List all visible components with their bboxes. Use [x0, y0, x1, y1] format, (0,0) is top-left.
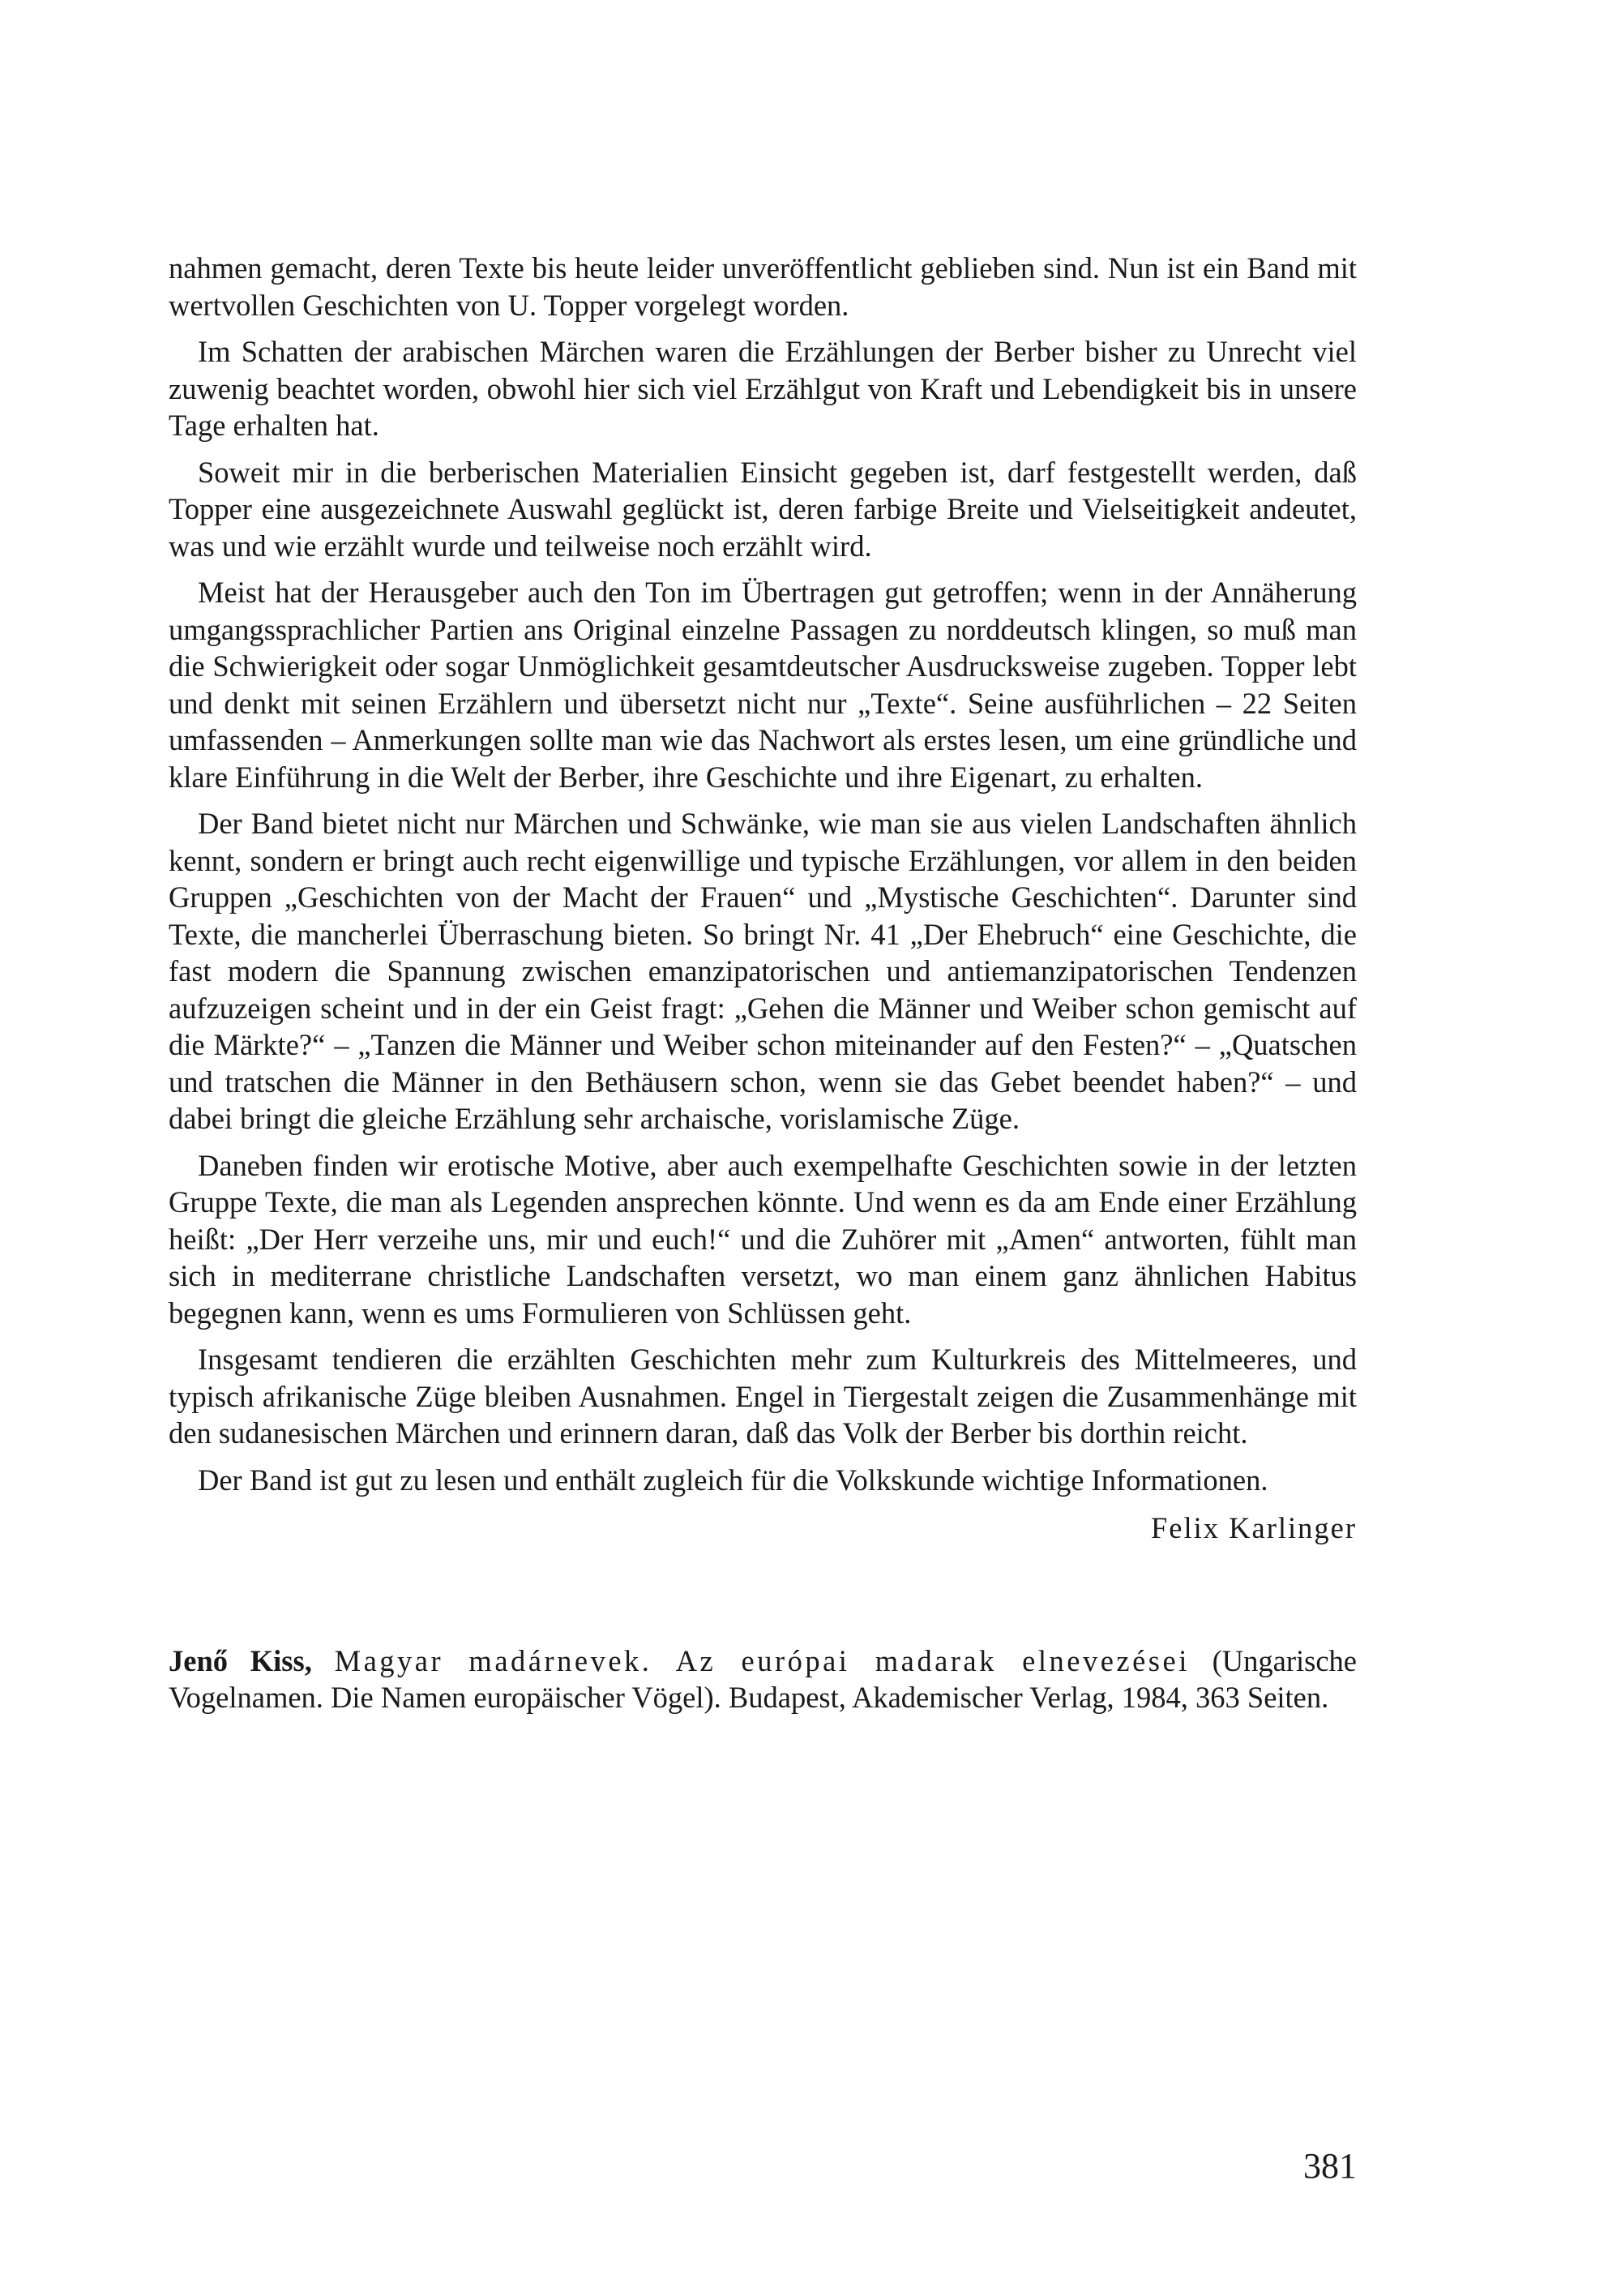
reviewed-author: Jenő Kiss,	[169, 1643, 312, 1677]
next-review-header	[169, 1643, 1357, 1716]
reviewed-title: Magyar madárnevek. Az európai madarak elnevezései	[334, 1643, 1190, 1677]
paragraph-8: Der Band ist gut zu lesen und enthält zugleich für die Volkskunde wichtige Informationen.	[198, 1463, 1268, 1497]
paragraph-7: Insgesamt tendieren die erzählten Geschichten mehr zum Kulturkreis des Mittelmeeres, und typisch afrikanische Züge bleiben Ausnahmen. Engel in Tiergestalt zeigen die Zusammenhänge mit den sudanesischen Märchen und erinnern daran, daß das Volk der Berber bis dorthin reicht.	[169, 1343, 1357, 1450]
paragraph-4: Meist hat der Herausgeber auch den Ton im Übertragen gut getroffen; wenn in der Annäherung umgangssprachlicher Partien ans Original einzelne Passagen zu norddeutsch klingen, so muß man die Schwierigkeit oder sogar Unmöglichkeit gesamtdeutscher Ausdrucksweise zugeben. Topper lebt und denkt mit seinen Erzählern und übersetzt nicht nur „Texte“. Seine ausführlichen – 22 Seiten umfassenden – Anmerkungen sollte man wie das Nachwort als erstes lesen, um eine gründliche und klare Einführung in die Welt der Berber, ihre Geschichte und ihre Eigenart, zu erhalten.	[169, 576, 1357, 794]
page-content	[169, 250, 1357, 1716]
paragraph-2: Im Schatten der arabischen Märchen waren die Erzählungen der Berber bisher zu Unrecht viel zuwenig beachtet worden, obwohl hier sich viel Erzählgut von Kraft und Lebendigkeit bis in unsere Tage erhalten hat.	[169, 335, 1357, 442]
reviewer-signature: Felix Karlinger	[1150, 1511, 1357, 1544]
paragraph-1: nahmen gemacht, deren Texte bis heute leider unveröffentlicht geblieben sind. Nun ist ein Band mit wertvollen Geschichten von U. Topper vorgelegt worden.	[169, 251, 1357, 322]
reviewed-details: (Ungarische Vogelnamen. Die Namen europäischer Vögel). Budapest, Akademischer Verlag, 1984, 363 Seiten.	[169, 1643, 1358, 1714]
page-number: 381	[1303, 2146, 1357, 2186]
paragraph-6: Daneben finden wir erotische Motive, aber auch exempelhafte Geschichten sowie in der letzten Gruppe Texte, die man als Legenden ansprechen könnte. Und wenn es da am Ende einer Erzählung heißt: „Der Herr verzeihe uns, mir und euch!“ und die Zuhörer mit „Amen“ antworten, fühlt man sich in mediterrane christliche Landschaften versetzt, wo man einem ganz ähnlichen Habitus begegnen kann, wenn es ums Formulieren von Schlüssen geht.	[169, 1148, 1357, 1330]
paragraph-5: Der Band bietet nicht nur Märchen und Schwänke, wie man sie aus vielen Landschaften ähnlich kennt, sondern er bringt auch recht eigenwillige und typische Erzählungen, vor allem in den beiden Gruppen „Geschichten von der Macht der Frauen“ und „Mystische Geschichten“. Darunter sind Texte, die mancherlei Überraschung bieten. So bringt Nr. 41 „Der Ehebruch“ eine Geschichte, die fast modern die Spannung zwischen emanzipatorischen und antiemanzipatorischen Tendenzen aufzuzeigen scheint und in der ein Geist fragt: „Gehen die Männer und Weiber schon gemischt auf die Märkte?“ – „Tanzen die Männer und Weiber schon miteinander auf den Festen?“ – „Quatschen und tratschen die Männer in den Bethäusern schon, wenn sie das Gebet beendet haben?“ – und dabei bringt die gleiche Erzählung sehr archaische, vorislamische Züge.	[169, 807, 1357, 1135]
paragraph-3: Soweit mir in die berberischen Materialien Einsicht gegeben ist, darf festgestellt werden, daß Topper eine ausgezeichnete Auswahl geglückt ist, deren farbige Breite und Vielseitigkeit andeutet, was und wie erzählt wurde und teilweise noch erzählt wird.	[169, 455, 1357, 563]
review-body	[169, 250, 1357, 1547]
